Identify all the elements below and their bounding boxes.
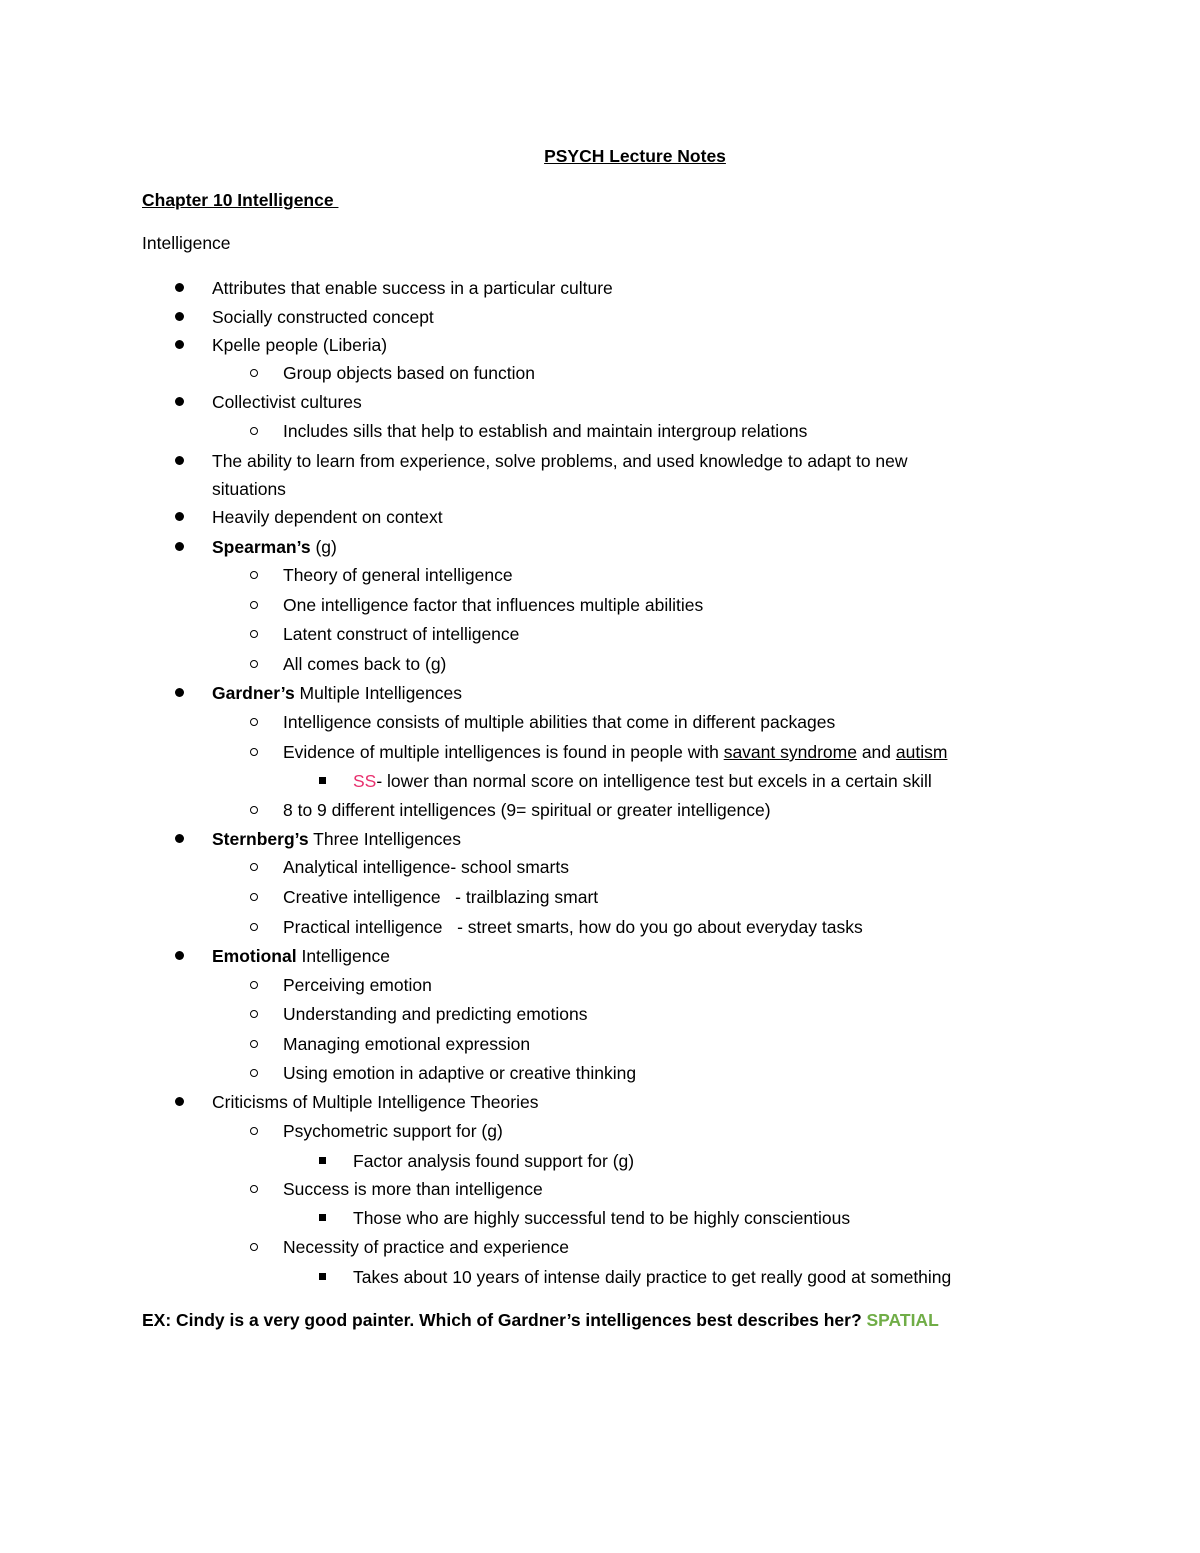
term-ss: SS [353, 771, 377, 791]
hollow-circle-bullet-icon [250, 893, 258, 901]
list-item: Socially constructed concept [212, 307, 434, 327]
list-item: Managing emotional expression [283, 1034, 531, 1054]
list-item [212, 944, 390, 968]
item-text: Intelligence [296, 946, 390, 966]
list-item: Attributes that enable success in a particular culture [212, 278, 613, 298]
item-text: Three Intelligences [308, 829, 462, 849]
list-item: Factor analysis found support for (g) [353, 1151, 635, 1171]
list-item: Necessity of practice and experience [283, 1237, 569, 1257]
hollow-circle-bullet-icon [250, 571, 258, 579]
square-bullet-icon [319, 1214, 326, 1221]
list-item: Creative intelligence - trailblazing smart [283, 887, 599, 907]
list-item: Analytical intelligence- school smarts [283, 857, 569, 877]
term-gardner: Gardner’s [212, 683, 295, 703]
list-item: All comes back to (g) [283, 654, 447, 674]
list-item: Psychometric support for (g) [283, 1121, 503, 1141]
list-item: Collectivist cultures [212, 392, 362, 412]
list-item [283, 740, 947, 764]
filled-circle-bullet-icon [175, 397, 184, 406]
filled-circle-bullet-icon [175, 834, 184, 843]
hollow-circle-bullet-icon [250, 601, 258, 609]
page-title: PSYCH Lecture Notes [544, 146, 726, 166]
filled-circle-bullet-icon [175, 951, 184, 960]
example-text: EX: Cindy is a very good painter. Which of Gardner’s intelligences best describes her? [142, 1310, 867, 1330]
example-answer: SPATIAL [866, 1310, 939, 1330]
list-item: Theory of general intelligence [283, 565, 513, 585]
list-item: Takes about 10 years of intense daily practice to get really good at something [353, 1267, 952, 1287]
list-item [212, 681, 462, 705]
list-item: Includes sills that help to establish and maintain intergroup relations [283, 421, 808, 441]
example-question [142, 1308, 939, 1332]
term-spearman: Spearman’s [212, 537, 311, 557]
term-sternberg: Sternberg’s [212, 829, 309, 849]
filled-circle-bullet-icon [175, 1097, 184, 1106]
hollow-circle-bullet-icon [250, 923, 258, 931]
list-item: Perceiving emotion [283, 975, 432, 995]
list-item: Intelligence consists of multiple abilities that come in different packages [283, 712, 836, 732]
item-text: Multiple Intelligences [294, 683, 462, 703]
list-item: Those who are highly successful tend to be highly conscientious [353, 1208, 851, 1228]
term-savant-syndrome: savant syndrome [723, 742, 857, 762]
list-item [353, 769, 932, 793]
list-item: 8 to 9 different intelligences (9= spiritual or greater intelligence) [283, 800, 771, 820]
list-item [212, 827, 461, 851]
chapter-heading: Chapter 10 Intelligence [142, 190, 339, 210]
list-item: Kpelle people (Liberia) [212, 335, 388, 355]
list-item: Heavily dependent on context [212, 507, 443, 527]
list-item: The ability to learn from experience, solve problems, and used knowledge to adapt to new [212, 451, 908, 471]
square-bullet-icon [319, 1273, 326, 1280]
list-item: One intelligence factor that influences multiple abilities [283, 595, 704, 615]
hollow-circle-bullet-icon [250, 806, 258, 814]
list-item: Criticisms of Multiple Intelligence Theories [212, 1092, 539, 1112]
list-item: Practical intelligence - street smarts, how do you go about everyday tasks [283, 917, 863, 937]
list-item-continuation: situations [212, 479, 286, 499]
list-item: Success is more than intelligence [283, 1179, 543, 1199]
item-text: - lower than normal score on intelligence test but excels in a certain skill [376, 771, 932, 791]
filled-circle-bullet-icon [175, 340, 184, 349]
item-text: Evidence of multiple intelligences is found in people with [283, 742, 724, 762]
filled-circle-bullet-icon [175, 312, 184, 321]
filled-circle-bullet-icon [175, 456, 184, 465]
hollow-circle-bullet-icon [250, 630, 258, 638]
hollow-circle-bullet-icon [250, 981, 258, 989]
list-item: Using emotion in adaptive or creative thinking [283, 1063, 637, 1083]
list-item: Latent construct of intelligence [283, 624, 520, 644]
hollow-circle-bullet-icon [250, 1040, 258, 1048]
hollow-circle-bullet-icon [250, 748, 258, 756]
hollow-circle-bullet-icon [250, 427, 258, 435]
hollow-circle-bullet-icon [250, 1069, 258, 1077]
term-emotional: Emotional [212, 946, 297, 966]
hollow-circle-bullet-icon [250, 369, 258, 377]
hollow-circle-bullet-icon [250, 863, 258, 871]
list-item [212, 535, 337, 559]
filled-circle-bullet-icon [175, 512, 184, 521]
filled-circle-bullet-icon [175, 688, 184, 697]
item-text: (g) [310, 537, 337, 557]
square-bullet-icon [319, 777, 326, 784]
square-bullet-icon [319, 1157, 326, 1164]
section-label: Intelligence [142, 233, 231, 253]
hollow-circle-bullet-icon [250, 1127, 258, 1135]
list-item: Group objects based on function [283, 363, 535, 383]
hollow-circle-bullet-icon [250, 1185, 258, 1193]
hollow-circle-bullet-icon [250, 660, 258, 668]
list-item: Understanding and predicting emotions [283, 1004, 588, 1024]
item-text: and [856, 742, 896, 762]
hollow-circle-bullet-icon [250, 718, 258, 726]
filled-circle-bullet-icon [175, 542, 184, 551]
hollow-circle-bullet-icon [250, 1010, 258, 1018]
filled-circle-bullet-icon [175, 283, 184, 292]
term-autism: autism [895, 742, 948, 762]
hollow-circle-bullet-icon [250, 1243, 258, 1251]
